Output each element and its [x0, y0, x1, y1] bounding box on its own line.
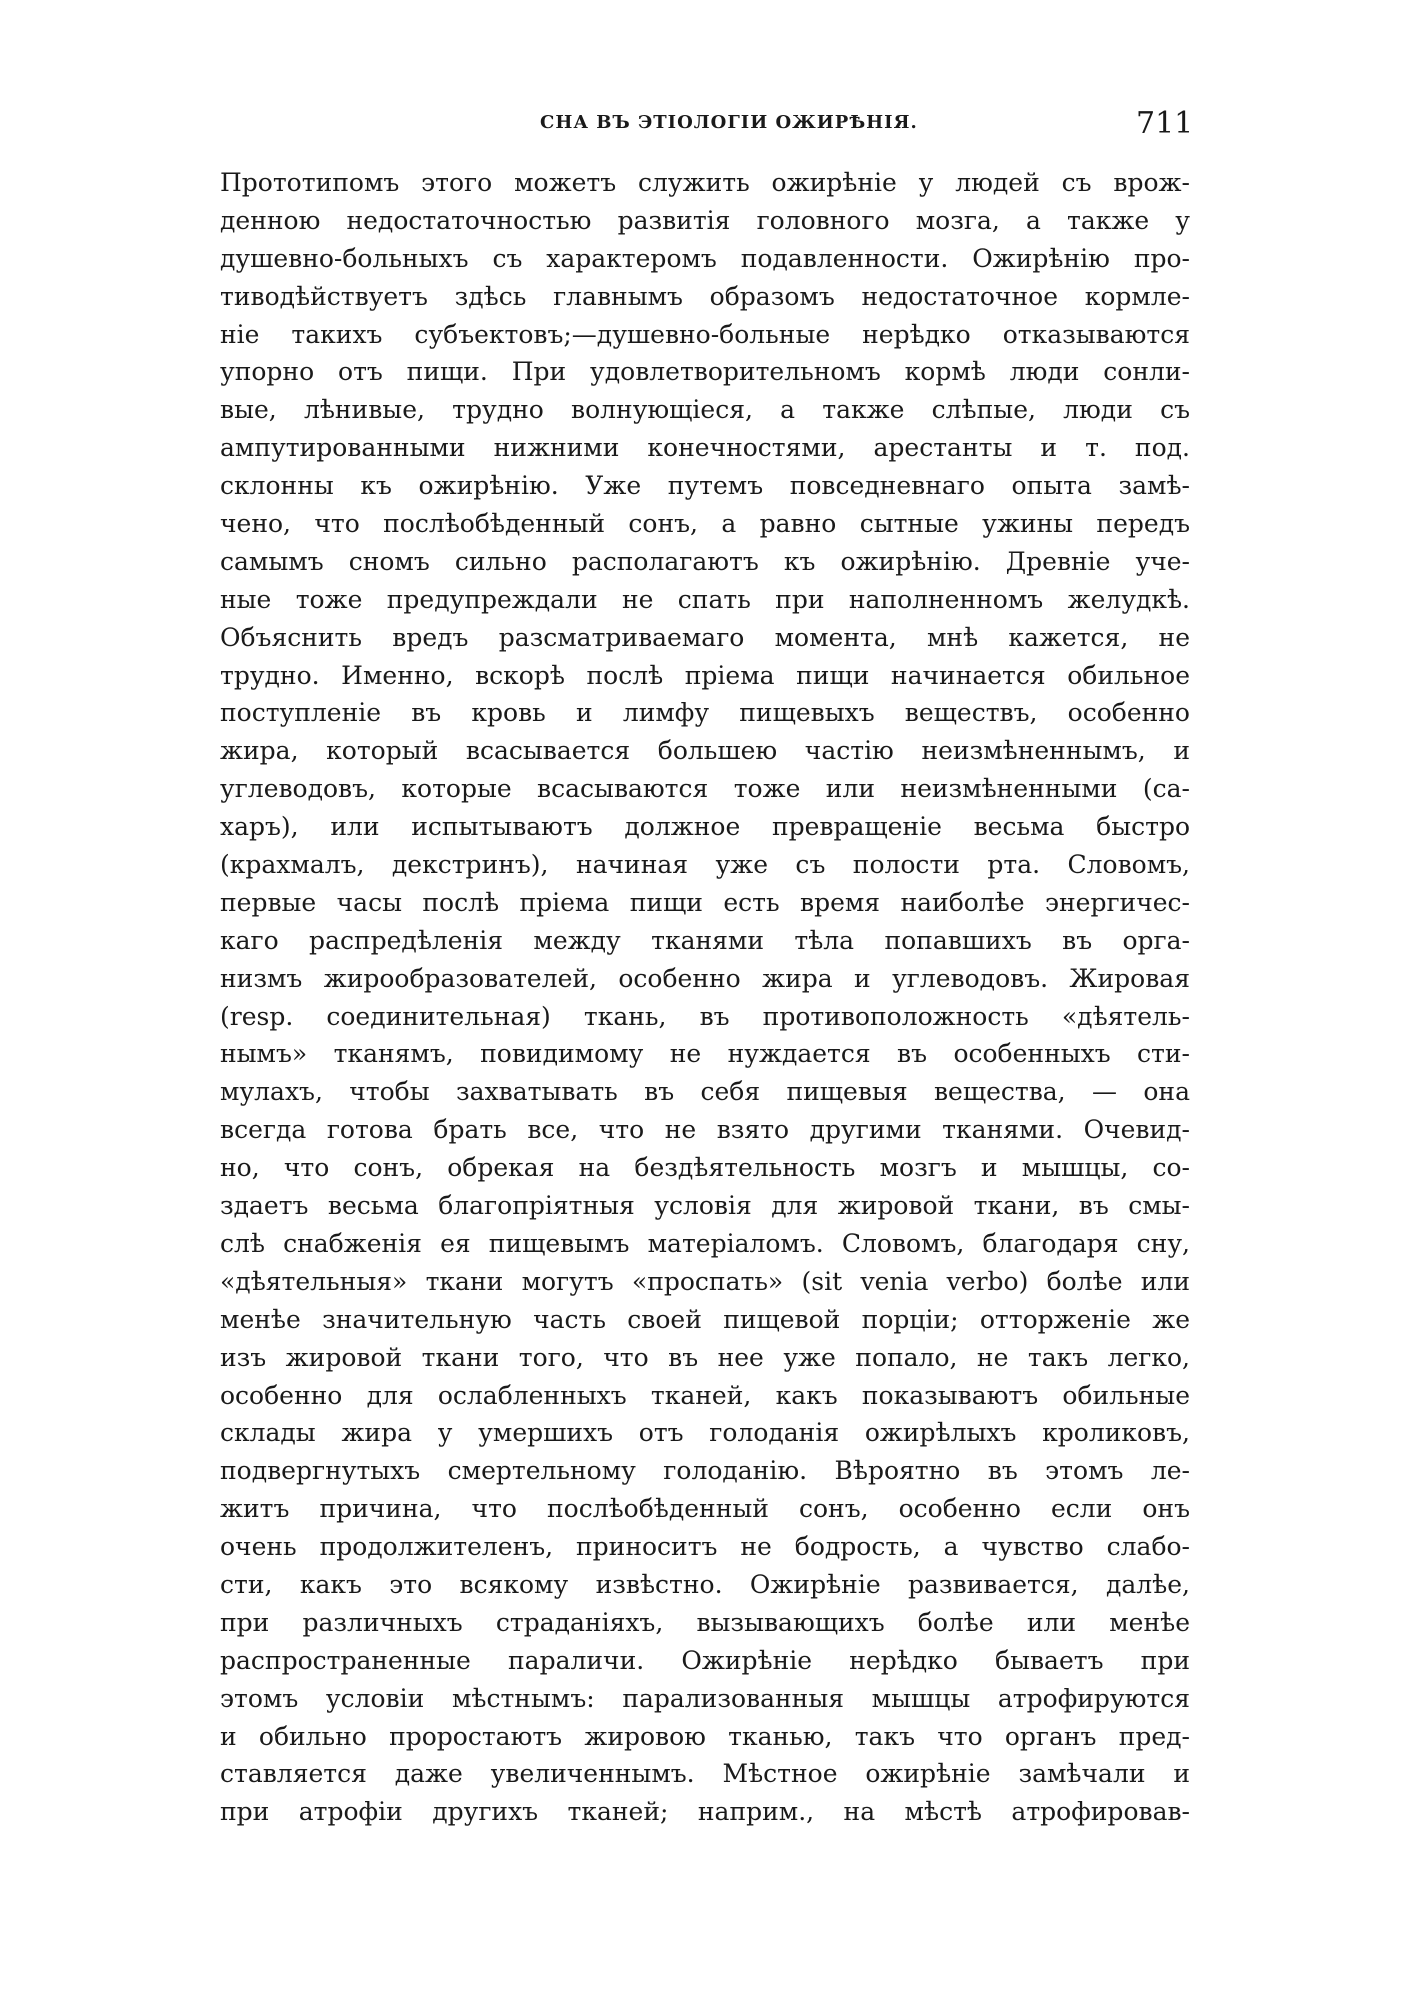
text-line: первые часы послѣ пріема пищи есть время наиболѣе энергичес-: [220, 887, 1190, 917]
text-line: поступленіе въ кровь и лимфу пищевыхъ веществъ, особенно: [220, 698, 1190, 728]
text-line: вые, лѣнивые, трудно волнующіеся, а также слѣпые, люди съ: [220, 395, 1190, 425]
text-line: нымъ» тканямъ, повидимому не нуждается въ особенныхъ сти-: [220, 1039, 1190, 1069]
text-line: Прототипомъ этого можетъ служить ожирѣніе у людей съ врож-: [220, 168, 1190, 197]
text-line: денною недостаточностью развитія головного мозга, а также у: [220, 205, 1190, 235]
text-line: всегда готова брать все, что не взято другими тканями. Очевид-: [220, 1115, 1190, 1145]
text-line: чено, что послѣобѣденный сонъ, а равно сытные ужины передъ: [220, 509, 1190, 539]
text-line: этомъ условіи мѣстнымъ: парализованныя мышцы атрофируются: [220, 1683, 1190, 1713]
text-line: при различныхъ страданіяхъ, вызывающихъ болѣе или менѣе: [220, 1607, 1190, 1637]
text-line: трудно. Именно, вскорѣ послѣ пріема пищи начинается обильное: [220, 660, 1190, 690]
text-line: самымъ сномъ сильно располагаютъ къ ожирѣнію. Древніе уче-: [220, 546, 1190, 576]
page-number: 711: [1136, 106, 1194, 141]
text-line: (resp. соединительная) ткань, въ противоположность «дѣятель-: [220, 1001, 1190, 1031]
text-line: мулахъ, чтобы захватывать въ себя пищевыя вещества, — она: [220, 1077, 1190, 1107]
text-line: низмъ жирообразователей, особенно жира и углеводовъ. Жировая: [220, 963, 1190, 993]
text-line: харъ), или испытываютъ должное превращеніе весьма быстро: [220, 812, 1190, 842]
text-line: упорно отъ пищи. При удовлетворительномъ кормѣ люди сонли-: [220, 357, 1190, 387]
text-line: склады жира у умершихъ отъ голоданія ожирѣлыхъ кроликовъ,: [220, 1418, 1190, 1448]
text-line: менѣе значительную часть своей пищевой порціи; отторженіе же: [220, 1304, 1190, 1334]
text-line: особенно для ослабленныхъ тканей, какъ показываютъ обильные: [220, 1380, 1190, 1410]
text-line: при атрофіи другихъ тканей; наприм., на мѣстѣ атрофировав-: [220, 1797, 1190, 1827]
text-line: ные тоже предупреждали не спать при наполненномъ желудкѣ.: [220, 584, 1190, 614]
text-line: здаетъ весьма благопріятныя условія для жировой ткани, въ смы-: [220, 1191, 1190, 1221]
text-line: жира, который всасывается большею частію неизмѣненнымъ, и: [220, 736, 1190, 766]
text-line: каго распредѣленія между тканями тѣла попавшихъ въ орга-: [220, 925, 1190, 955]
text-line: душевно-больныхъ съ характеромъ подавленности. Ожирѣнію про-: [220, 243, 1190, 273]
text-line: углеводовъ, которые всасываются тоже или неизмѣненными (са-: [220, 774, 1190, 804]
text-line: житъ причина, что послѣобѣденный сонъ, особенно если онъ: [220, 1494, 1190, 1524]
text-line: но, что сонъ, обрекая на бездѣятельность мозгъ и мышцы, со-: [220, 1153, 1190, 1183]
body-text: [220, 164, 1190, 1831]
text-line: ніе такихъ субъектовъ;—душевно-больные нерѣдко отказываются: [220, 319, 1190, 349]
text-line: склонны къ ожирѣнію. Уже путемъ повседневнаго опыта замѣ-: [220, 471, 1190, 501]
text-line: подвергнутыхъ смертельному голоданію. Вѣроятно въ этомъ ле-: [220, 1456, 1190, 1486]
text-line: ампутированными нижними конечностями, арестанты и т. под.: [220, 433, 1190, 463]
text-line: (крахмалъ, декстринъ), начиная уже съ полости рта. Словомъ,: [220, 850, 1190, 880]
text-line: Объяснить вредъ разсматриваемаго момента, мнѣ кажется, не: [220, 622, 1190, 652]
text-line: тиводѣйствуетъ здѣсь главнымъ образомъ недостаточное кормле-: [220, 281, 1190, 311]
text-line: ставляется даже увеличеннымъ. Мѣстное ожирѣніе замѣчали и: [220, 1759, 1190, 1789]
text-line: сти, какъ это всякому извѣстно. Ожирѣніе развивается, далѣе,: [220, 1569, 1190, 1599]
text-line: распространенные параличи. Ожирѣніе нерѣдко бываетъ при: [220, 1645, 1190, 1675]
text-line: очень продолжителенъ, приноситъ не бодрость, а чувство слабо-: [220, 1532, 1190, 1562]
text-line: «дѣятельныя» ткани могутъ «проспать» (sit venia verbo) болѣе или: [220, 1266, 1190, 1296]
text-line: изъ жировой ткани того, что въ нее уже попало, не такъ легко,: [220, 1342, 1190, 1372]
text-line: и обильно проростаютъ жировою тканью, такъ что органъ пред-: [220, 1721, 1190, 1751]
running-title: СНА ВЪ ЭТІОЛОГІИ ОЖИРѢНІЯ.: [540, 112, 918, 133]
text-line: слѣ снабженія ея пищевымъ матеріаломъ. Словомъ, благодаря сну,: [220, 1228, 1190, 1258]
